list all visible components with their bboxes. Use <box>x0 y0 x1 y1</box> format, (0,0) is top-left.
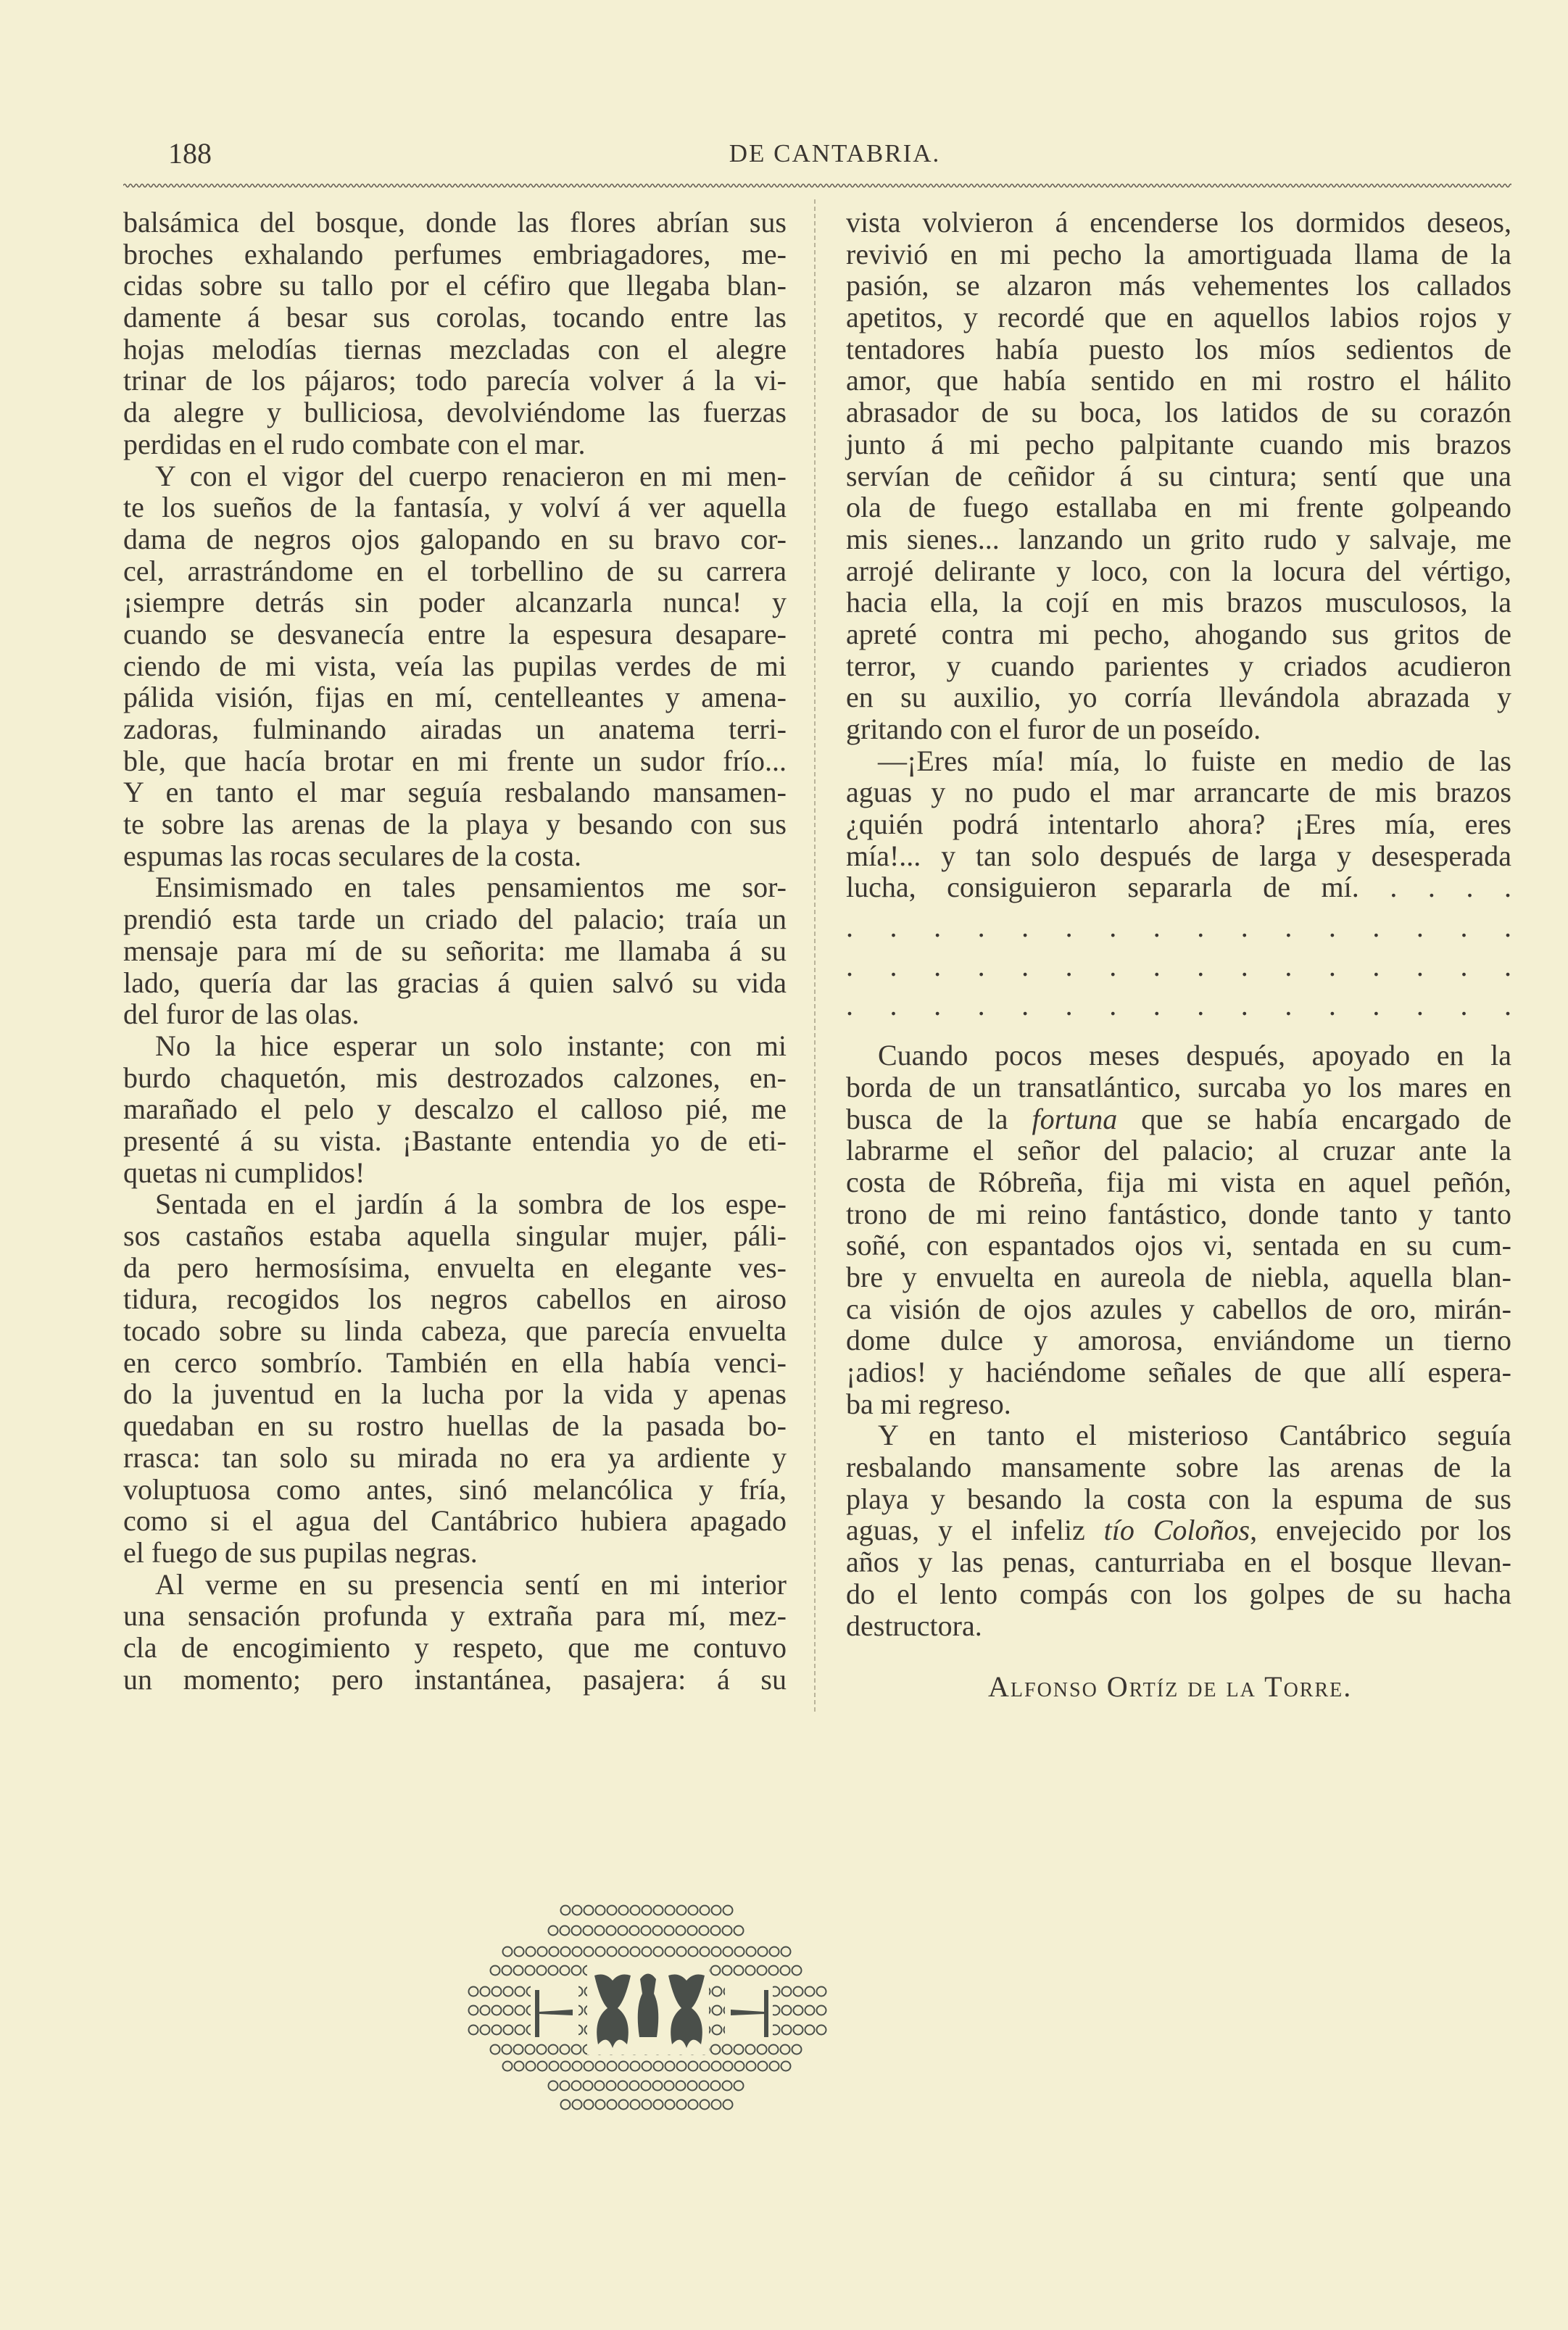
text-segment: aguas, y el infeliz <box>846 1514 1104 1547</box>
rosette <box>688 1926 697 1936</box>
text-line: gritando con el furor de un poseído. <box>846 713 1261 745</box>
rosette <box>607 1947 617 1957</box>
rosette <box>712 1947 721 1957</box>
rosette <box>805 1987 815 1997</box>
rosette <box>805 2026 815 2035</box>
rosette <box>723 1966 732 1975</box>
rosette <box>713 2006 722 2015</box>
rosette <box>688 2081 697 2091</box>
text-line: Y en tanto el mar seguía resbalando mansamen- <box>123 776 787 809</box>
rosette <box>537 2045 547 2055</box>
rosette <box>758 2062 768 2071</box>
text-line: trinar de los pájaros; todo parecía volver á la vi- <box>123 364 787 397</box>
text-line: apetitos, y recordé que en aquellos labios rojos y <box>846 301 1511 334</box>
rosette <box>654 1947 663 1957</box>
rosette <box>689 2100 698 2110</box>
rosette <box>491 1966 500 1975</box>
text-line: destructora. <box>846 1609 982 1642</box>
rosette <box>676 2081 686 2091</box>
text-line: una sensación profunda y extraña para mí, mez- <box>123 1599 787 1633</box>
text-line: Cuando pocos meses después, apoyado en la <box>878 1039 1511 1072</box>
text-line: do la juventud en la lucha por la vida y apenas <box>123 1377 787 1411</box>
text-line: Y en tanto el misterioso Cantábrico seguía <box>878 1419 1511 1452</box>
rosette <box>746 2045 755 2055</box>
rosette <box>677 2062 686 2071</box>
rosette <box>502 1966 512 1975</box>
rosette <box>665 2100 675 2110</box>
rosette <box>653 1926 663 1936</box>
rosette <box>642 1906 652 1915</box>
ellipsis-line: . . . . . . . . . . . . . . . . <box>846 989 1511 1022</box>
rosette <box>549 2045 558 2055</box>
rosette <box>492 2006 502 2015</box>
text-line: ciendo de mi vista, veía las pupilas verdes de mi <box>123 649 787 682</box>
rosette <box>642 1947 652 1957</box>
rosette <box>560 1966 570 1975</box>
text-line: abrasador de su boca, los latidos de su corazón <box>846 396 1511 429</box>
rosette <box>665 1926 674 1936</box>
text-line: mis sienes... lanzando un grito rudo y salvaje, me <box>846 522 1511 555</box>
rosette <box>561 1906 571 1915</box>
rosette <box>654 2100 663 2110</box>
text-line: da pero hermosísima, envuelta en elegante ves- <box>123 1251 787 1284</box>
text-line: revivió en mi pecho la amortiguada llama de la <box>846 237 1511 270</box>
rosette <box>549 2062 559 2071</box>
rosette <box>631 1947 640 1957</box>
rosette <box>782 1987 792 1997</box>
text-segment: que se había encargado de <box>1117 1102 1511 1135</box>
text-line: junto á mi pecho palpitante cuando mis brazos <box>846 427 1511 460</box>
text-line: servían de ceñidor á su cintura; sentí que una <box>846 459 1511 492</box>
rosette <box>514 2045 523 2055</box>
rosette <box>700 1926 709 1936</box>
rosette <box>481 2026 490 2035</box>
text-line: pasión, se alzaron más vehementes los callados <box>846 269 1511 302</box>
text-line: soñé, con espantados ojos vi, sentada en su cum- <box>846 1229 1511 1262</box>
rosette <box>770 1947 779 1957</box>
rosette <box>723 2062 733 2071</box>
rosette <box>584 1926 593 1936</box>
rosette <box>700 1906 710 1915</box>
rosette <box>712 2100 721 2110</box>
rosette <box>573 2100 582 2110</box>
rosette <box>781 1947 791 1957</box>
text-line: ble, que hacía brotar en mi frente un sudor frío... <box>123 744 787 777</box>
rosette <box>792 2045 802 2055</box>
rosette <box>689 1906 698 1915</box>
rosette <box>735 2062 744 2071</box>
rosette <box>782 2006 792 2015</box>
text-line: cuando se desvanecía entre la espesura desapare- <box>123 617 787 650</box>
rosette <box>770 2062 779 2071</box>
text-line: resbalando mansamente sobre las arenas de la <box>846 1451 1511 1484</box>
text-line: cla de encogimiento y respeto, que me contuvo <box>123 1630 787 1664</box>
rosette <box>723 2100 733 2110</box>
text-line: vista volvieron á encenderse los dormidos deseos, <box>846 206 1511 239</box>
text-line: Al verme en su presencia sentí en mi interior <box>155 1567 787 1601</box>
column-divider <box>812 199 818 1715</box>
rosette <box>619 1947 629 1957</box>
text-line: burdo chaquetón, mis destrozados calzones, en- <box>123 1061 787 1094</box>
rosette <box>607 1926 616 1936</box>
text-line: tidura, recogidos los negros cabellos en airoso <box>123 1282 787 1316</box>
rosette <box>631 1906 640 1915</box>
rosette <box>723 2045 732 2055</box>
text-line: ¿quién podrá intentarlo ahora? ¡Eres mía, eres <box>846 808 1511 841</box>
text-line: ola de fuego estallaba en mi frente golpeando <box>846 491 1511 524</box>
rosette <box>794 1987 803 1997</box>
wavy-line <box>123 184 1511 187</box>
rosette <box>607 1906 617 1915</box>
rosette <box>723 2081 732 2091</box>
text-line: costa de Róbreña, fija mi vista en aquel peñón, <box>846 1165 1511 1198</box>
text-line: Ensimismado en tales pensamientos me sor- <box>155 871 787 904</box>
text-line: dama de negros ojos galopando en su bravo cor- <box>123 522 787 555</box>
rosette <box>572 1966 581 1975</box>
rosette <box>700 2081 709 2091</box>
rosette <box>584 2062 594 2071</box>
rosette <box>794 2026 803 2035</box>
rosette <box>573 2062 582 2071</box>
rosette <box>481 2006 490 2015</box>
rosette <box>526 2045 535 2055</box>
rosette <box>758 1947 768 1957</box>
ellipsis-line: . . . . . . . . . . . . . . . . <box>846 911 1511 944</box>
rosette <box>642 2081 651 2091</box>
rosette <box>514 1966 523 1975</box>
text-line: apreté contra mi pecho, ahogando sus gritos de <box>846 617 1511 650</box>
text-line: perdidas en el rudo combate con el mar. <box>123 427 586 460</box>
text-line: da alegre y bulliciosa, devolviéndome las fuerzas <box>123 396 787 429</box>
rosette <box>618 2081 628 2091</box>
text-line: quetas ni cumplidos! <box>123 1156 365 1189</box>
rosette <box>677 1947 686 1957</box>
rosette <box>654 1906 663 1915</box>
rosette <box>469 2026 478 2035</box>
rosette <box>665 1947 675 1957</box>
text-line: aguas y no pudo el mar arrancarte de mis brazos <box>846 776 1511 809</box>
rosette <box>526 1966 535 1975</box>
text-line: voluptuosa como antes, sinó melancólica y fría, <box>123 1472 787 1506</box>
text-line: rrasca: tan solo su mirada no era ya ardiente y <box>123 1440 787 1474</box>
text-line: labrarme el señor del palacio; al cruzar ante la <box>846 1134 1511 1167</box>
text-line: lado, quería dar las gracias á quien salvó su vida <box>123 966 787 999</box>
rosette <box>631 2062 640 2071</box>
rosette <box>700 1947 710 1957</box>
text-line: borda de un transatlántico, surcaba yo los mares en <box>846 1070 1511 1103</box>
rosette <box>711 2081 721 2091</box>
rosette <box>596 1947 605 1957</box>
ellipsis-line: . . . . . . . . . . . . . . . . <box>846 950 1511 983</box>
text-line: en su auxilio, yo corría llevándola abrazada y <box>846 681 1511 714</box>
rosette <box>630 2081 639 2091</box>
rosette <box>817 1987 826 1997</box>
rosette <box>676 1926 686 1936</box>
text-line: bre y envuelta en aureola de niebla, aquella blan- <box>846 1260 1511 1293</box>
rosette <box>549 1966 558 1975</box>
rosette <box>596 2100 605 2110</box>
rosette <box>700 2100 710 2110</box>
rosette <box>504 2006 513 2015</box>
rosette <box>792 1966 802 1975</box>
rosette <box>631 2100 640 2110</box>
rosette <box>630 1926 639 1936</box>
header-wavy-rule <box>123 181 1511 190</box>
rosette <box>469 1987 478 1997</box>
rosette <box>642 2062 652 2071</box>
rosette <box>560 2081 570 2091</box>
rosette <box>491 2045 500 2055</box>
rosette <box>781 2045 790 2055</box>
rosette <box>711 1926 721 1936</box>
text-line: do el lento compás con los golpes de su hacha <box>846 1577 1511 1610</box>
rosette <box>642 1926 651 1936</box>
rosette <box>537 1966 547 1975</box>
rosette <box>653 2081 663 2091</box>
rosette <box>515 2026 525 2035</box>
rosette <box>665 2081 674 2091</box>
italic-text: fortuna <box>1032 1102 1118 1135</box>
text-line: en cerco sombrío. También en ella había venci- <box>123 1346 787 1379</box>
text-line: amor, que había sentido en mi rostro el hálito <box>846 364 1511 397</box>
rosette <box>469 2006 478 2015</box>
rosette <box>642 2100 652 2110</box>
rosette <box>492 1987 502 1997</box>
text-line: trono de mi reino fantástico, donde tanto y tanto <box>846 1197 1511 1230</box>
text-line: damente á besar sus corolas, tocando entre las <box>123 301 787 334</box>
rosette <box>782 2026 792 2035</box>
rosette <box>665 1906 675 1915</box>
text-line: del furor de las olas. <box>123 998 360 1031</box>
rosette <box>561 2062 571 2071</box>
text-line: cel, arrastrándome en el torbellino de su carrera <box>123 554 787 587</box>
rosette <box>677 2100 686 2110</box>
rosette <box>515 1987 525 1997</box>
rosette <box>481 1987 490 1997</box>
rosette <box>665 2062 675 2071</box>
rosette <box>492 2026 502 2035</box>
rosette <box>769 1966 779 1975</box>
text-line: Sentada en el jardín á la sombra de los espe- <box>155 1187 787 1221</box>
rosette <box>734 2045 744 2055</box>
rosette <box>607 2062 617 2071</box>
text-line: Y con el vigor del cuerpo renacieron en mi men- <box>155 459 787 492</box>
text-line: como si el agua del Cantábrico hubiera apagado <box>123 1504 787 1538</box>
rosette <box>758 2045 767 2055</box>
text-line: hacia ella, la cojí en mis brazos musculosos, la <box>846 586 1511 619</box>
text-line: presenté á su vista. ¡Bastante entendia yo de eti- <box>123 1124 787 1157</box>
text-segment: busca de la <box>846 1102 1032 1135</box>
rosette <box>596 1906 605 1915</box>
rosette <box>503 1947 513 1957</box>
text-line: lucha, consiguieron separarla de mí. . . . . <box>846 871 1511 904</box>
text-line: sos castaños estaba aquella singular mujer, páli- <box>123 1219 787 1252</box>
rosette <box>711 2045 721 2055</box>
text-line: cidas sobre su tallo por el céfiro que llegaba blan- <box>123 269 787 302</box>
rosette <box>560 2045 570 2055</box>
text-line: hojas melodías tiernas mezcladas con el alegre <box>123 332 787 365</box>
text-line: quedaban en su rostro huellas de la pasada bo- <box>123 1409 787 1443</box>
text-line: arrojé delirante y loco, con la locura del vértigo, <box>846 554 1511 587</box>
running-title: DE CANTABRIA. <box>729 139 941 167</box>
rosette <box>607 2081 616 2091</box>
text-line: te los sueños de la fantasía, y volví á ver aquella <box>123 491 787 524</box>
text-line: tentadores había puesto los míos sedientos de <box>846 332 1511 365</box>
rosette <box>723 1926 732 1936</box>
rosette <box>689 2062 698 2071</box>
text-line: pálida visión, fijas en mí, centelleantes y amena- <box>123 681 787 714</box>
text-line: espumas las rocas seculares de la costa. <box>123 839 581 872</box>
rosette <box>573 1947 582 1957</box>
text-line: un momento; pero instantánea, pasajera: á su <box>123 1662 787 1696</box>
text-line: broches exhalando perfumes embriagadores, me- <box>123 237 787 270</box>
rosette <box>746 1966 755 1975</box>
rosette <box>723 1947 733 1957</box>
rosette <box>595 1926 605 1936</box>
rosette <box>560 1926 570 1936</box>
rosette <box>618 1926 628 1936</box>
decorative-ornament <box>464 1899 1102 2131</box>
text-line: ba mi regreso. <box>846 1387 1011 1420</box>
text-line: mía!... y tan solo después de larga y desesperada <box>846 839 1511 872</box>
rosette <box>515 2062 524 2071</box>
rosette <box>596 2062 605 2071</box>
rosette <box>700 2062 710 2071</box>
rosette <box>769 2045 779 2055</box>
rosette <box>607 2100 617 2110</box>
left-column-text <box>123 207 787 1695</box>
rosette <box>595 2081 605 2091</box>
rosette <box>817 2026 826 2035</box>
text-line: el fuego de sus pupilas negras. <box>123 1535 478 1569</box>
rosette <box>734 2081 744 2091</box>
text-line: ca visión de ojos azules y cabellos de oro, mirán- <box>846 1292 1511 1325</box>
rosette <box>712 1906 721 1915</box>
text-line <box>846 1103 1511 1135</box>
rosette <box>619 2062 629 2071</box>
rosette <box>758 1966 767 1975</box>
rosette <box>503 2062 513 2071</box>
rosette <box>619 1906 629 1915</box>
text-line: mensaje para mí de su señorita: me llamaba á su <box>123 934 787 967</box>
text-line: marañado el pelo y descalzo el calloso pié, me <box>123 1093 787 1126</box>
text-line: —¡Eres mía! mía, lo fuiste en medio de las <box>878 744 1511 777</box>
rosette <box>734 1926 744 1936</box>
rosette <box>515 2006 525 2015</box>
author-signature: Alfonso Ortíz de la Torre. <box>988 1670 1353 1703</box>
text-line: tocado sobre su linda cabeza, que parecía envuelta <box>123 1314 787 1348</box>
rosette <box>619 2100 629 2110</box>
rosette <box>584 2081 593 2091</box>
rosette <box>504 2026 513 2035</box>
rosette <box>713 1987 722 1997</box>
text-line: prendió esta tarde un criado del palacio; traía un <box>123 903 787 936</box>
rosette <box>584 1906 594 1915</box>
rosette <box>735 1947 744 1957</box>
rosette <box>713 2026 722 2035</box>
rosette <box>515 1947 524 1957</box>
text-line: te sobre las arenas de la playa y besando con sus <box>123 808 787 841</box>
text-line: años y las penas, canturriaba en el bosque llevan- <box>846 1546 1511 1579</box>
rosette <box>817 2006 826 2015</box>
rosette <box>561 2100 571 2110</box>
rosette <box>549 1926 558 1936</box>
rosette <box>712 2062 721 2071</box>
rosette <box>781 2062 791 2071</box>
rosette <box>549 2081 558 2091</box>
rosette <box>584 1947 594 1957</box>
rosette <box>549 1947 559 1957</box>
italic-text: tío Coloños <box>1103 1514 1250 1547</box>
page-number: 188 <box>168 137 212 170</box>
text-line: No la hice esperar un solo instante; con mi <box>155 1029 787 1062</box>
rosette <box>781 1966 790 1975</box>
text-line: playa y besando la costa con la espuma de sus <box>846 1482 1511 1515</box>
text-line: dome dulce y amorosa, enviándome un tierno <box>846 1324 1511 1357</box>
text-line: zadoras, fulminando airadas un anatema terri- <box>123 713 787 745</box>
rosette <box>572 2045 581 2055</box>
text-segment: , envejecido por los <box>1250 1514 1511 1547</box>
rosette <box>711 1966 721 1975</box>
rosette <box>538 2062 547 2071</box>
rosette <box>747 1947 756 1957</box>
rosette <box>734 1966 744 1975</box>
rosette <box>747 2062 756 2071</box>
text-line: ¡siempre detrás sin poder alcanzarla nunca! y <box>123 586 787 619</box>
text-line: balsámica del bosque, donde las flores abrían sus <box>123 206 787 239</box>
rosette <box>502 2045 512 2055</box>
rosette <box>572 2081 581 2091</box>
rosette <box>538 1947 547 1957</box>
rosette <box>504 1987 513 1997</box>
text-line: terror, y cuando parientes y criados acudieron <box>846 649 1511 682</box>
rosette <box>654 2062 663 2071</box>
rosette <box>677 1906 686 1915</box>
rosette <box>526 2062 536 2071</box>
rosette <box>561 1947 571 1957</box>
text-line <box>846 1514 1511 1546</box>
rosette <box>573 1906 582 1915</box>
rosette <box>584 2100 594 2110</box>
rosette <box>794 2006 803 2015</box>
rosette <box>572 1926 581 1936</box>
rosette <box>723 1906 733 1915</box>
urn-icon <box>638 1974 659 2038</box>
rosette <box>689 1947 698 1957</box>
rosette <box>526 1947 536 1957</box>
text-line: ¡adios! y haciéndome señales de que allí espera- <box>846 1356 1511 1388</box>
right-column-text <box>846 207 1511 1641</box>
rosette <box>805 2006 815 2015</box>
